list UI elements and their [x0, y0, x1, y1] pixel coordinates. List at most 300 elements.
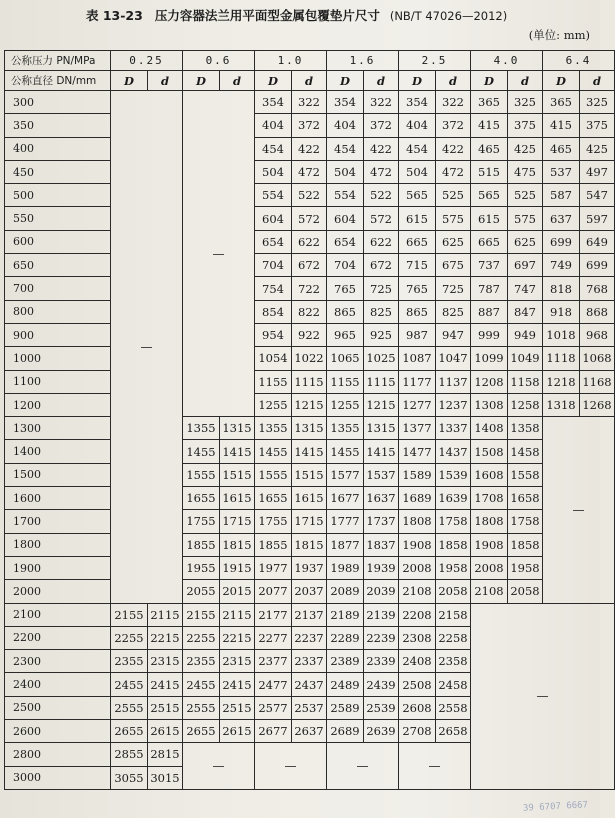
outer-diameter-cell: 2177 — [255, 603, 292, 626]
outer-diameter-cell: 2677 — [255, 720, 292, 743]
inner-diameter-cell: 2337 — [292, 650, 327, 673]
outer-diameter-cell: 1455 — [183, 440, 220, 463]
outer-diameter-cell: 2555 — [111, 696, 148, 719]
outer-diameter-cell: 1318 — [543, 393, 580, 416]
table-row — [5, 230, 615, 253]
outer-diameter-cell: 2355 — [111, 650, 148, 673]
outer-diameter-cell: 2608 — [399, 696, 436, 719]
dn-value: 500 — [5, 184, 111, 207]
outer-diameter-cell: 2655 — [111, 720, 148, 743]
outer-diameter-cell: 2008 — [399, 556, 436, 579]
dn-value: 2600 — [5, 720, 111, 743]
inner-diameter-cell: 1915 — [220, 556, 255, 579]
inner-diameter-cell: 2358 — [436, 650, 471, 673]
inner-diameter-header: d — [364, 71, 399, 91]
outer-diameter-cell: 1208 — [471, 370, 508, 393]
outer-diameter-cell: 1589 — [399, 463, 436, 486]
outer-diameter-cell: 365 — [471, 91, 508, 114]
outer-diameter-cell: 1655 — [255, 487, 292, 510]
outer-diameter-cell: 1355 — [183, 417, 220, 440]
inner-diameter-cell: 2139 — [364, 603, 399, 626]
outer-diameter-cell: 1308 — [471, 393, 508, 416]
dn-value: 1900 — [5, 556, 111, 579]
inner-diameter-cell: 375 — [508, 114, 543, 137]
inner-diameter-cell: 522 — [292, 184, 327, 207]
table-row — [5, 91, 615, 114]
inner-diameter-cell: 847 — [508, 300, 543, 323]
outer-diameter-cell: 1018 — [543, 323, 580, 346]
outer-diameter-cell: 765 — [399, 277, 436, 300]
outer-diameter-cell: 1065 — [327, 347, 364, 370]
table-row — [5, 207, 615, 230]
dn-value: 1100 — [5, 370, 111, 393]
not-applicable-dash: — — [327, 743, 399, 790]
outer-diameter-cell: 504 — [327, 160, 364, 183]
inner-diameter-cell: 1022 — [292, 347, 327, 370]
outer-diameter-cell: 665 — [471, 230, 508, 253]
outer-diameter-cell: 1808 — [399, 510, 436, 533]
inner-diameter-header: d — [580, 71, 615, 91]
inner-diameter-cell: 625 — [508, 230, 543, 253]
outer-diameter-cell: 1155 — [327, 370, 364, 393]
dn-value: 450 — [5, 160, 111, 183]
pressure-header: 2.5 — [399, 51, 471, 71]
outer-diameter-cell: 1855 — [183, 533, 220, 556]
outer-diameter-cell: 2477 — [255, 673, 292, 696]
outer-diameter-cell: 1355 — [255, 417, 292, 440]
dn-value: 1700 — [5, 510, 111, 533]
inner-diameter-cell: 968 — [580, 323, 615, 346]
inner-diameter-cell: 649 — [580, 230, 615, 253]
outer-diameter-cell: 1477 — [399, 440, 436, 463]
outer-diameter-cell: 1455 — [255, 440, 292, 463]
table-row — [5, 440, 615, 463]
inner-diameter-cell: 1437 — [436, 440, 471, 463]
outer-diameter-cell: 704 — [255, 254, 292, 277]
dn-value: 350 — [5, 114, 111, 137]
outer-diameter-cell: 554 — [327, 184, 364, 207]
table-row — [5, 463, 615, 486]
table-title — [0, 6, 600, 24]
outer-diameter-cell: 1755 — [255, 510, 292, 533]
inner-diameter-cell: 2058 — [508, 580, 543, 603]
inner-diameter-cell: 725 — [436, 277, 471, 300]
outer-diameter-cell: 1355 — [327, 417, 364, 440]
inner-diameter-cell: 475 — [508, 160, 543, 183]
outer-diameter-cell: 1408 — [471, 417, 508, 440]
inner-diameter-cell: 949 — [508, 323, 543, 346]
inner-diameter-cell: 572 — [364, 207, 399, 230]
inner-diameter-cell: 922 — [292, 323, 327, 346]
inner-diameter-cell: 2239 — [364, 626, 399, 649]
inner-diameter-cell: 425 — [508, 137, 543, 160]
outer-diameter-cell: 2208 — [399, 603, 436, 626]
dn-value: 900 — [5, 323, 111, 346]
outer-diameter-cell: 404 — [327, 114, 364, 137]
outer-diameter-cell: 604 — [255, 207, 292, 230]
outer-diameter-cell: 565 — [399, 184, 436, 207]
outer-diameter-cell: 1177 — [399, 370, 436, 393]
inner-diameter-cell: 525 — [508, 184, 543, 207]
inner-diameter-cell: 722 — [292, 277, 327, 300]
inner-diameter-cell: 1639 — [436, 487, 471, 510]
outer-diameter-cell: 704 — [327, 254, 364, 277]
outer-diameter-cell: 515 — [471, 160, 508, 183]
table-row — [5, 556, 615, 579]
inner-diameter-cell: 1025 — [364, 347, 399, 370]
outer-diameter-cell: 1255 — [327, 393, 364, 416]
outer-diameter-cell: 2408 — [399, 650, 436, 673]
outer-diameter-cell: 749 — [543, 254, 580, 277]
dn-value: 550 — [5, 207, 111, 230]
outer-diameter-cell: 404 — [255, 114, 292, 137]
table-caption: 压力容器法兰用平面型金属包覆垫片尺寸 — [154, 8, 380, 23]
inner-diameter-cell: 1758 — [436, 510, 471, 533]
unit-note: (单位: mm) — [528, 28, 590, 42]
outer-diameter-cell: 1555 — [183, 463, 220, 486]
outer-diameter-cell: 565 — [471, 184, 508, 207]
outer-diameter-cell: 1989 — [327, 556, 364, 579]
outer-diameter-cell: 1977 — [255, 556, 292, 579]
not-applicable-dash: — — [255, 743, 327, 790]
inner-diameter-cell: 1458 — [508, 440, 543, 463]
outer-diameter-cell: 665 — [399, 230, 436, 253]
inner-diameter-cell: 2237 — [292, 626, 327, 649]
inner-diameter-cell: 2037 — [292, 580, 327, 603]
outer-diameter-cell: 1255 — [255, 393, 292, 416]
table-row — [5, 184, 615, 207]
table-row — [5, 533, 615, 556]
inner-diameter-cell: 2415 — [220, 673, 255, 696]
inner-diameter-cell: 672 — [364, 254, 399, 277]
outer-diameter-cell: 754 — [255, 277, 292, 300]
inner-diameter-cell: 925 — [364, 323, 399, 346]
outer-diameter-cell: 1855 — [255, 533, 292, 556]
inner-diameter-cell: 1115 — [364, 370, 399, 393]
inner-diameter-cell: 1715 — [292, 510, 327, 533]
outer-diameter-cell: 765 — [327, 277, 364, 300]
outer-diameter-cell: 1455 — [327, 440, 364, 463]
dn-header-label: 公称直径 DN/mm — [5, 71, 111, 91]
outer-diameter-cell: 2708 — [399, 720, 436, 743]
inner-diameter-cell: 1415 — [364, 440, 399, 463]
dn-value: 3000 — [5, 766, 111, 789]
inner-diameter-cell: 1068 — [580, 347, 615, 370]
table-row — [5, 277, 615, 300]
outer-diameter-cell: 918 — [543, 300, 580, 323]
inner-diameter-cell: 1258 — [508, 393, 543, 416]
inner-diameter-cell: 825 — [436, 300, 471, 323]
outer-diameter-cell: 865 — [399, 300, 436, 323]
inner-diameter-cell: 572 — [292, 207, 327, 230]
inner-diameter-cell: 1215 — [292, 393, 327, 416]
inner-diameter-header: d — [220, 71, 255, 91]
pn-header-label: 公称压力 PN/MPa — [5, 51, 111, 71]
inner-diameter-cell: 525 — [436, 184, 471, 207]
inner-diameter-cell: 768 — [580, 277, 615, 300]
inner-diameter-cell: 2637 — [292, 720, 327, 743]
not-applicable-dash: — — [543, 417, 615, 603]
inner-diameter-cell: 1215 — [364, 393, 399, 416]
outer-diameter-cell: 2077 — [255, 580, 292, 603]
dn-value: 2000 — [5, 580, 111, 603]
inner-diameter-cell: 1237 — [436, 393, 471, 416]
dn-value: 1800 — [5, 533, 111, 556]
table-row — [5, 510, 615, 533]
not-applicable-dash: — — [183, 743, 255, 790]
inner-diameter-cell: 422 — [292, 137, 327, 160]
dn-value: 1300 — [5, 417, 111, 440]
inner-diameter-header: d — [292, 71, 327, 91]
inner-diameter-cell: 2315 — [220, 650, 255, 673]
table-row — [5, 137, 615, 160]
inner-diameter-cell: 1539 — [436, 463, 471, 486]
inner-diameter-cell: 2039 — [364, 580, 399, 603]
outer-diameter-cell: 2108 — [471, 580, 508, 603]
dn-value: 2800 — [5, 743, 111, 766]
outer-diameter-cell: 1608 — [471, 463, 508, 486]
inner-diameter-cell: 575 — [436, 207, 471, 230]
inner-diameter-cell: 2215 — [148, 626, 183, 649]
dn-value: 2200 — [5, 626, 111, 649]
outer-diameter-cell: 615 — [399, 207, 436, 230]
inner-diameter-header: d — [508, 71, 543, 91]
outer-diameter-cell: 2255 — [183, 626, 220, 649]
inner-diameter-cell: 2315 — [148, 650, 183, 673]
inner-diameter-cell: 1515 — [292, 463, 327, 486]
outer-diameter-cell: 1277 — [399, 393, 436, 416]
outer-diameter-cell: 965 — [327, 323, 364, 346]
pressure-header: 1.0 — [255, 51, 327, 71]
outer-diameter-cell: 1377 — [399, 417, 436, 440]
outer-diameter-cell: 354 — [255, 91, 292, 114]
inner-diameter-cell: 1815 — [292, 533, 327, 556]
inner-diameter-cell: 1415 — [292, 440, 327, 463]
dn-value: 2400 — [5, 673, 111, 696]
inner-diameter-cell: 622 — [364, 230, 399, 253]
outer-diameter-cell: 354 — [399, 91, 436, 114]
outer-diameter-cell: 1777 — [327, 510, 364, 533]
dn-value: 300 — [5, 91, 111, 114]
outer-diameter-header: D — [471, 71, 508, 91]
outer-diameter-cell: 699 — [543, 230, 580, 253]
dn-value: 1000 — [5, 347, 111, 370]
inner-diameter-cell: 2058 — [436, 580, 471, 603]
inner-diameter-cell: 472 — [292, 160, 327, 183]
pressure-header: 0.6 — [183, 51, 255, 71]
table-row — [5, 487, 615, 510]
inner-diameter-cell: 375 — [580, 114, 615, 137]
outer-diameter-cell: 2508 — [399, 673, 436, 696]
inner-diameter-cell: 1268 — [580, 393, 615, 416]
outer-diameter-cell: 2289 — [327, 626, 364, 649]
not-applicable-dash: — — [399, 743, 471, 790]
table-row — [5, 347, 615, 370]
outer-diameter-cell: 987 — [399, 323, 436, 346]
outer-diameter-cell: 1155 — [255, 370, 292, 393]
outer-diameter-cell: 654 — [327, 230, 364, 253]
inner-diameter-cell: 1358 — [508, 417, 543, 440]
inner-diameter-cell: 1637 — [364, 487, 399, 510]
outer-diameter-cell: 2589 — [327, 696, 364, 719]
inner-diameter-cell: 472 — [436, 160, 471, 183]
outer-diameter-cell: 415 — [543, 114, 580, 137]
outer-diameter-cell: 1755 — [183, 510, 220, 533]
inner-diameter-cell: 1758 — [508, 510, 543, 533]
outer-diameter-header: D — [255, 71, 292, 91]
pressure-header: 1.6 — [327, 51, 399, 71]
inner-diameter-cell: 1615 — [292, 487, 327, 510]
outer-diameter-cell: 404 — [399, 114, 436, 137]
inner-diameter-cell: 2137 — [292, 603, 327, 626]
inner-diameter-cell: 2615 — [148, 720, 183, 743]
inner-diameter-cell: 472 — [364, 160, 399, 183]
inner-diameter-cell: 947 — [436, 323, 471, 346]
outer-diameter-cell: 2377 — [255, 650, 292, 673]
outer-diameter-cell: 587 — [543, 184, 580, 207]
table-row — [5, 603, 615, 626]
table-row — [5, 393, 615, 416]
outer-diameter-cell: 1908 — [399, 533, 436, 556]
dn-value: 600 — [5, 230, 111, 253]
inner-diameter-cell: 1615 — [220, 487, 255, 510]
dn-value: 2100 — [5, 603, 111, 626]
inner-diameter-cell: 2437 — [292, 673, 327, 696]
outer-diameter-cell: 1655 — [183, 487, 220, 510]
inner-diameter-cell: 575 — [508, 207, 543, 230]
inner-diameter-cell: 2215 — [220, 626, 255, 649]
table-row — [5, 417, 615, 440]
inner-diameter-cell: 2339 — [364, 650, 399, 673]
inner-diameter-cell: 1837 — [364, 533, 399, 556]
inner-diameter-cell: 1958 — [508, 556, 543, 579]
inner-diameter-cell: 1315 — [220, 417, 255, 440]
inner-diameter-cell: 625 — [436, 230, 471, 253]
outer-diameter-cell: 554 — [255, 184, 292, 207]
outer-diameter-cell: 365 — [543, 91, 580, 114]
inner-diameter-cell: 822 — [292, 300, 327, 323]
inner-diameter-cell: 1047 — [436, 347, 471, 370]
inner-diameter-cell: 1537 — [364, 463, 399, 486]
dn-value: 2500 — [5, 696, 111, 719]
outer-diameter-header: D — [399, 71, 436, 91]
inner-diameter-cell: 1658 — [508, 487, 543, 510]
outer-diameter-cell: 2355 — [183, 650, 220, 673]
inner-diameter-cell: 2539 — [364, 696, 399, 719]
table-row — [5, 114, 615, 137]
inner-diameter-cell: 1958 — [436, 556, 471, 579]
inner-diameter-cell: 2558 — [436, 696, 471, 719]
outer-diameter-header: D — [183, 71, 220, 91]
outer-diameter-cell: 637 — [543, 207, 580, 230]
gasket-dimension-table — [4, 50, 612, 790]
inner-diameter-cell: 2615 — [220, 720, 255, 743]
inner-diameter-cell: 322 — [436, 91, 471, 114]
outer-diameter-cell: 2089 — [327, 580, 364, 603]
outer-diameter-cell: 1955 — [183, 556, 220, 579]
outer-diameter-cell: 465 — [543, 137, 580, 160]
inner-diameter-cell: 325 — [508, 91, 543, 114]
inner-diameter-cell: 1515 — [220, 463, 255, 486]
inner-diameter-cell: 2258 — [436, 626, 471, 649]
inner-diameter-cell: 522 — [364, 184, 399, 207]
table-row — [5, 323, 615, 346]
outer-diameter-header: D — [543, 71, 580, 91]
outer-diameter-cell: 1808 — [471, 510, 508, 533]
table-row — [5, 160, 615, 183]
outer-diameter-cell: 999 — [471, 323, 508, 346]
inner-diameter-cell: 1558 — [508, 463, 543, 486]
outer-diameter-cell: 2277 — [255, 626, 292, 649]
outer-diameter-cell: 615 — [471, 207, 508, 230]
outer-diameter-cell: 454 — [399, 137, 436, 160]
dn-value: 1500 — [5, 463, 111, 486]
inner-diameter-cell: 497 — [580, 160, 615, 183]
inner-diameter-cell: 747 — [508, 277, 543, 300]
outer-diameter-cell: 865 — [327, 300, 364, 323]
dn-value: 400 — [5, 137, 111, 160]
outer-diameter-cell: 1877 — [327, 533, 364, 556]
table-row — [5, 254, 615, 277]
outer-diameter-cell: 715 — [399, 254, 436, 277]
outer-diameter-header: D — [111, 71, 148, 91]
outer-diameter-cell: 787 — [471, 277, 508, 300]
inner-diameter-cell: 675 — [436, 254, 471, 277]
outer-diameter-cell: 2155 — [183, 603, 220, 626]
inner-diameter-cell: 868 — [580, 300, 615, 323]
outer-diameter-cell: 1118 — [543, 347, 580, 370]
not-applicable-dash: — — [471, 603, 615, 789]
inner-diameter-cell: 697 — [508, 254, 543, 277]
outer-diameter-cell: 604 — [327, 207, 364, 230]
inner-diameter-cell: 825 — [364, 300, 399, 323]
outer-diameter-cell: 1054 — [255, 347, 292, 370]
inner-diameter-cell: 2015 — [220, 580, 255, 603]
inner-diameter-cell: 1337 — [436, 417, 471, 440]
dn-value: 1400 — [5, 440, 111, 463]
outer-diameter-cell: 2455 — [111, 673, 148, 696]
inner-diameter-cell: 1168 — [580, 370, 615, 393]
pressure-header: 4.0 — [471, 51, 543, 71]
dn-value: 650 — [5, 254, 111, 277]
dn-value: 800 — [5, 300, 111, 323]
inner-diameter-cell: 2158 — [436, 603, 471, 626]
outer-diameter-cell: 2008 — [471, 556, 508, 579]
pressure-header: 6.4 — [543, 51, 615, 71]
outer-diameter-cell: 2689 — [327, 720, 364, 743]
inner-diameter-cell: 1049 — [508, 347, 543, 370]
table-row — [5, 300, 615, 323]
outer-diameter-cell: 2055 — [183, 580, 220, 603]
table-row — [5, 580, 615, 603]
inner-diameter-cell: 422 — [364, 137, 399, 160]
outer-diameter-cell: 1577 — [327, 463, 364, 486]
outer-diameter-cell: 1908 — [471, 533, 508, 556]
outer-diameter-cell: 454 — [255, 137, 292, 160]
inner-diameter-cell: 622 — [292, 230, 327, 253]
inner-diameter-cell: 372 — [364, 114, 399, 137]
outer-diameter-cell: 2855 — [111, 743, 148, 766]
inner-diameter-cell: 322 — [364, 91, 399, 114]
outer-diameter-cell: 3055 — [111, 766, 148, 789]
dn-value: 2300 — [5, 650, 111, 673]
inner-diameter-cell: 372 — [292, 114, 327, 137]
outer-diameter-cell: 465 — [471, 137, 508, 160]
dn-value: 1200 — [5, 393, 111, 416]
not-applicable-dash: — — [183, 91, 255, 417]
inner-diameter-cell: 2658 — [436, 720, 471, 743]
outer-diameter-header: D — [327, 71, 364, 91]
